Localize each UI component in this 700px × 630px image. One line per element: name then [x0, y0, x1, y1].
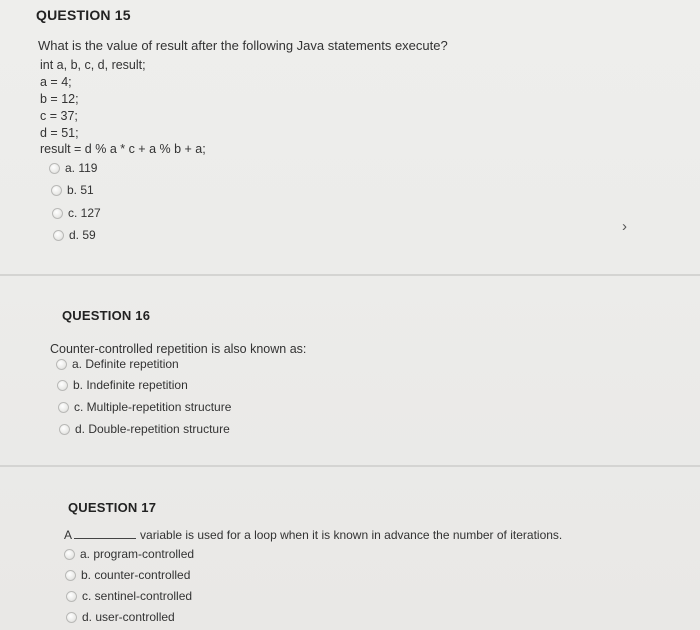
question-17-prompt [64, 528, 562, 543]
question-divider [0, 274, 700, 276]
radio-button[interactable] [53, 230, 64, 241]
option-label: d. user-controlled [82, 610, 175, 624]
question-15-prompt: What is the value of result after the following Java statements execute? [38, 38, 448, 53]
q17-option-b[interactable] [65, 567, 190, 583]
option-label: c. Multiple-repetition structure [74, 400, 232, 414]
q15-option-a[interactable] [49, 160, 97, 176]
question-16-title: QUESTION 16 [62, 308, 151, 323]
radio-button[interactable] [64, 549, 75, 560]
option-label: d. Double-repetition structure [75, 422, 230, 436]
question-17-title: QUESTION 17 [68, 500, 157, 515]
radio-button[interactable] [52, 208, 63, 219]
question-16-prompt: Counter-controlled repetition is also known as: [50, 342, 307, 356]
option-label: a. 119 [65, 161, 98, 175]
code-line: b = 12; [40, 92, 79, 106]
option-label: c. 127 [68, 206, 101, 220]
chevron-right-icon: › [622, 218, 627, 235]
code-line: c = 37; [40, 109, 78, 123]
code-line: d = 51; [40, 126, 79, 140]
question-divider [0, 465, 700, 467]
radio-button[interactable] [57, 380, 68, 391]
q16-option-b[interactable] [57, 377, 188, 393]
radio-button[interactable] [56, 359, 67, 370]
code-line: int a, b, c, d, result; [40, 58, 146, 72]
q17-option-a[interactable] [64, 546, 194, 562]
option-label: a. Definite repetition [72, 357, 179, 371]
prompt-suffix: variable is used for a loop when it is known in advance the number of iterations. [140, 528, 563, 542]
q15-option-d[interactable] [53, 227, 96, 243]
prompt-prefix: A [64, 528, 73, 542]
q15-option-c[interactable] [52, 205, 101, 221]
question-15-title: QUESTION 15 [36, 7, 131, 23]
option-label: b. Indefinite repetition [73, 378, 188, 392]
option-label: d. 59 [69, 228, 96, 242]
q17-option-d[interactable] [66, 609, 175, 625]
q16-option-a[interactable] [56, 356, 179, 372]
option-label: b. counter-controlled [81, 568, 191, 582]
answer-blank [74, 528, 136, 539]
radio-button[interactable] [51, 185, 62, 196]
radio-button[interactable] [49, 163, 60, 174]
q16-option-d[interactable] [59, 421, 230, 437]
radio-button[interactable] [66, 591, 77, 602]
radio-button[interactable] [65, 570, 76, 581]
option-label: a. program-controlled [80, 547, 195, 561]
q16-option-c[interactable] [58, 399, 231, 415]
radio-button[interactable] [58, 402, 69, 413]
option-label: b. 51 [67, 183, 94, 197]
q17-option-c[interactable] [66, 588, 192, 604]
q15-option-b[interactable] [51, 182, 94, 198]
code-line: result = d % a * c + a % b + a; [40, 142, 206, 156]
code-line: a = 4; [40, 75, 72, 89]
option-label: c. sentinel-controlled [82, 589, 193, 603]
radio-button[interactable] [66, 612, 77, 623]
radio-button[interactable] [59, 424, 70, 435]
